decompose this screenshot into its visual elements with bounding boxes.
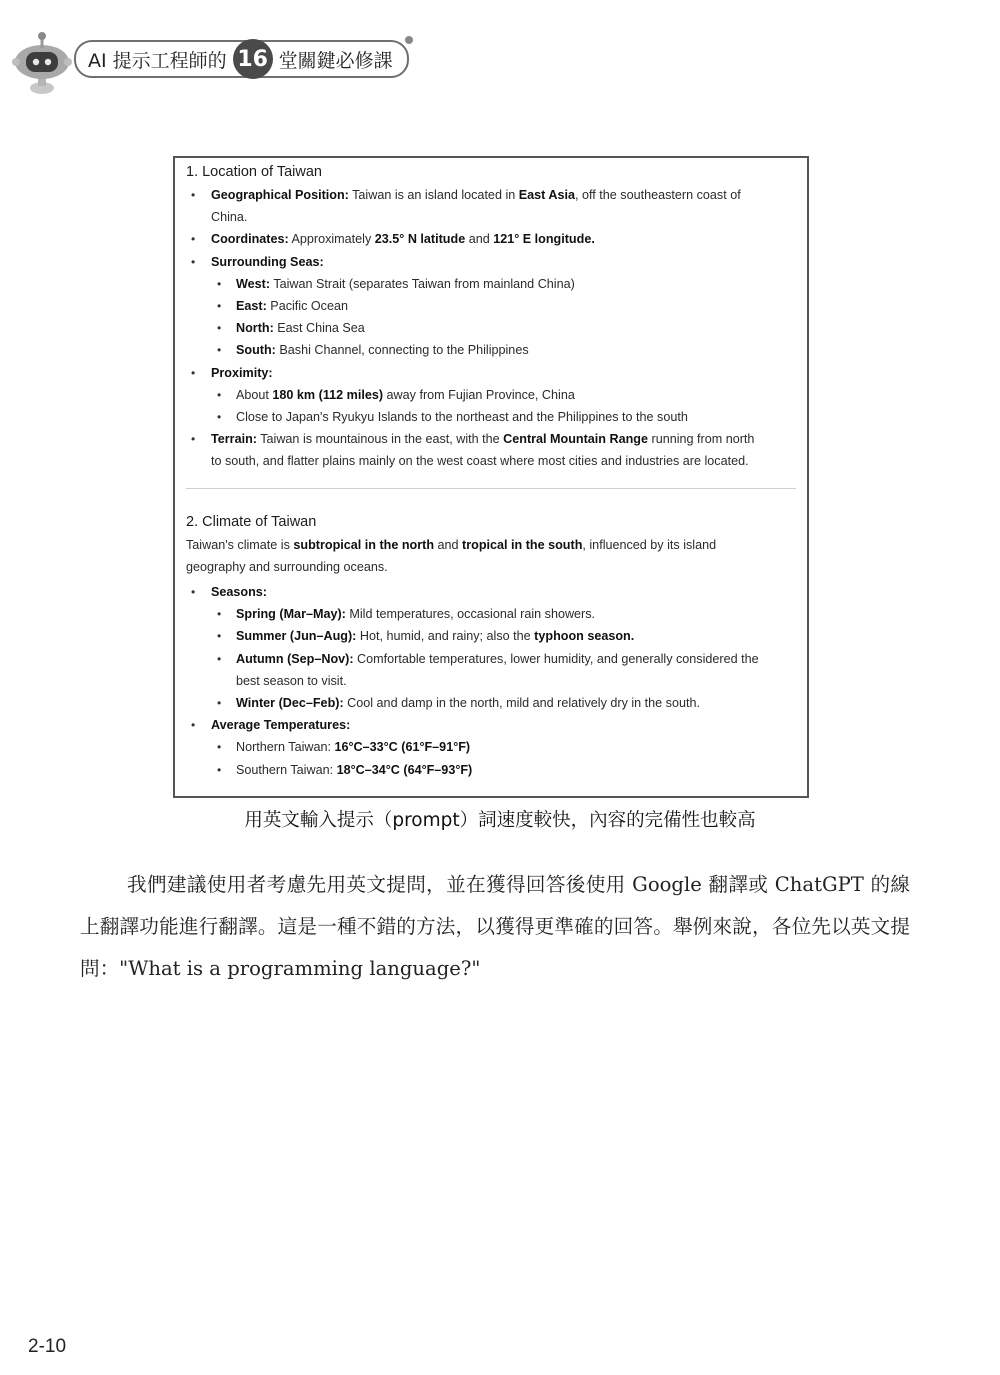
sub-list-item: • Autumn (Sep–Nov): Comfortable temperatures, lower humidity, and generally considered the — [186, 648, 798, 670]
sub-list-item-continuation: best season to visit. — [236, 673, 347, 688]
title-suffix: 堂關鍵必修課 — [278, 49, 393, 72]
section-heading-location: 1. Location of Taiwan — [186, 164, 322, 180]
list-item: • Terrain: Taiwan is mountainous in the east, with the Central Mountain Range running from north — [186, 428, 798, 450]
sub-list-item: • Summer (Jun–Aug): Hot, humid, and rainy; also the typhoon season. — [186, 625, 798, 647]
sub-list-item: • Southern Taiwan: 18°C–34°C (64°F–93°F) — [186, 759, 798, 781]
list-item: • Seasons: — [186, 581, 798, 603]
list-item: • Coordinates: Approximately 23.5° N latitude and 121° E longitude. — [186, 228, 798, 250]
list-item: • Surrounding Seas: — [186, 251, 798, 273]
body-paragraph — [80, 864, 910, 990]
book-title — [74, 40, 409, 78]
climate-intro-continuation: geography and surrounding oceans. — [186, 559, 388, 574]
sub-list-item: • Winter (Dec–Feb): Cool and damp in the north, mild and relatively dry in the south. — [186, 692, 798, 714]
list-item-continuation: China. — [211, 210, 248, 225]
body-text: 我們建議使用者考慮先用英文提問，並在獲得回答後使用 Google 翻譯或 ChatGPT 的線上翻譯功能進行翻譯。這是一種不錯的方法，以獲得更準確的回答。舉例來說，各位先以英文提問："What is a programming language?" — [80, 873, 910, 980]
sub-list-item: • East: Pacific Ocean — [186, 295, 798, 317]
list-item: • Average Temperatures: — [186, 714, 798, 736]
sub-list-item: • About 180 km (112 miles) away from Fujian Province, China — [186, 384, 798, 406]
sub-list-item: • Spring (Mar–May): Mild temperatures, occasional rain showers. — [186, 603, 798, 625]
chapter-count-badge: 16 — [233, 39, 273, 79]
section-divider — [186, 488, 796, 489]
sub-list-item: • North: East China Sea — [186, 317, 798, 339]
decor-dot — [405, 36, 413, 44]
sub-list-item: • Northern Taiwan: 16°C–33°C (61°F–91°F) — [186, 736, 798, 758]
sub-list-item: • West: Taiwan Strait (separates Taiwan from mainland China) — [186, 273, 798, 295]
figure-caption: 用英文輸入提示（prompt）詞速度較快，內容的完備性也較高 — [244, 810, 756, 831]
robot-mascot-icon — [12, 28, 72, 96]
page-header — [12, 28, 432, 98]
sub-list-item: • South: Bashi Channel, connecting to the Philippines — [186, 339, 798, 361]
sub-list-item: • Close to Japan's Ryukyu Islands to the northeast and the Philippines to the south — [186, 406, 798, 428]
title-prefix: AI 提示工程師的 — [88, 49, 227, 72]
list-item: • Geographical Position: Taiwan is an island located in East Asia, off the southeastern coast of — [186, 184, 798, 206]
page-number: 2-10 — [28, 1336, 67, 1357]
figure-screenshot — [173, 156, 809, 798]
list-item: • Proximity: — [186, 362, 798, 384]
section-heading-climate: 2. Climate of Taiwan — [186, 513, 317, 530]
climate-intro: Taiwan's climate is subtropical in the north and tropical in the south, influenced by its island — [186, 537, 717, 552]
list-item-continuation: to south, and flatter plains mainly on the west coast where most cities and industries are located. — [211, 454, 749, 469]
